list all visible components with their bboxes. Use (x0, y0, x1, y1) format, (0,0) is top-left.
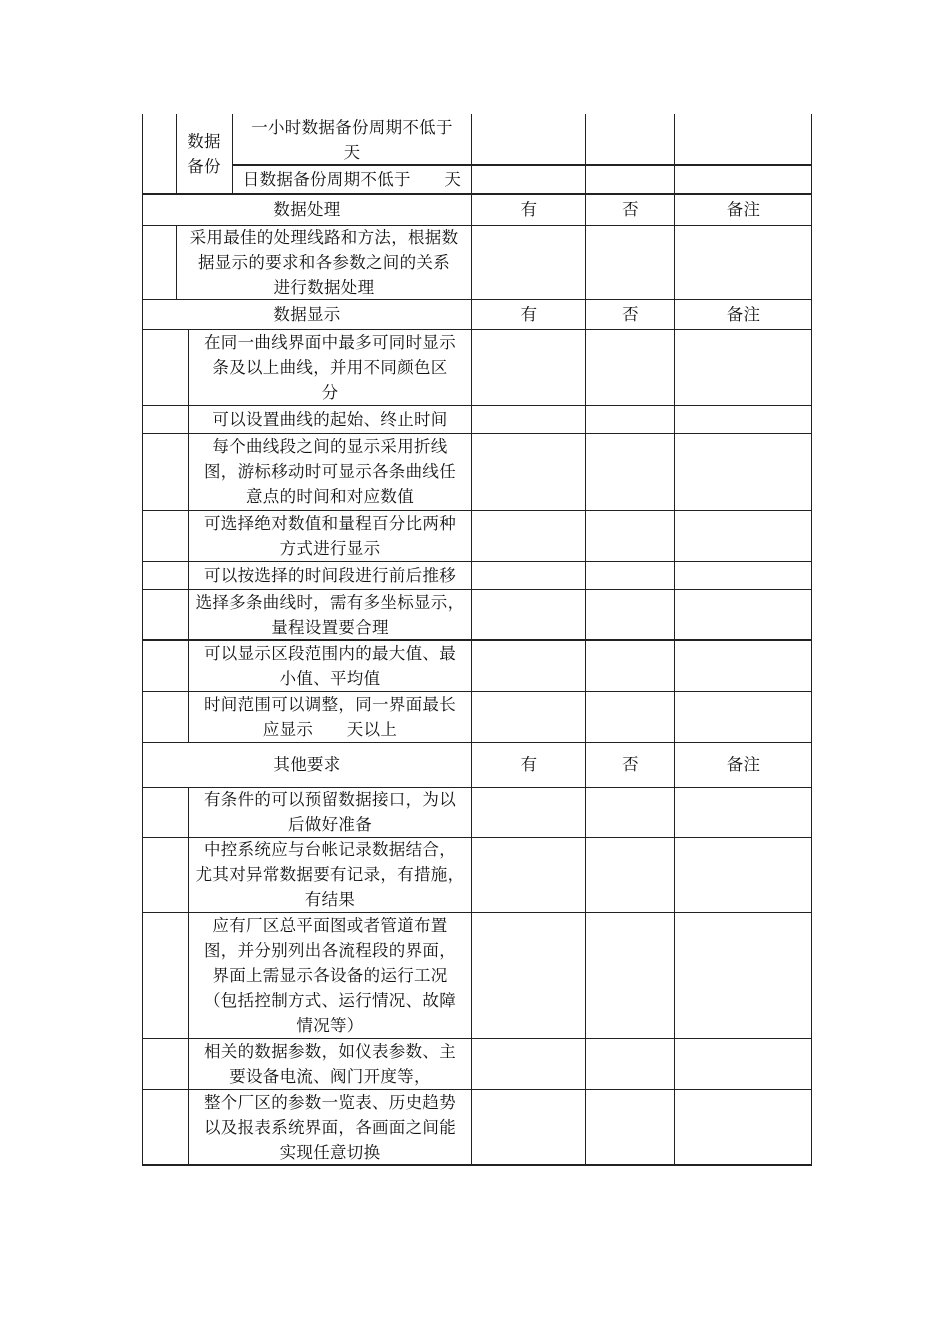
processing-yes-header: 有 (520, 200, 538, 219)
row-line (142, 405, 812, 406)
row-line (142, 639, 812, 641)
row-line (142, 193, 812, 195)
other-item-text: 中控系统应与台帐记录数据结合， 尤其对异常数据要有记录，有措施， 有结果 (195, 840, 465, 909)
display-item-text: 每个曲线段之间的显示采用折线 图，游标移动时可显示各条曲线任 意点的时间和对应数值 (204, 437, 456, 506)
table-bottom-border (142, 1164, 812, 1166)
backup-hourly-text: 一小时数据备份周期不低于 天 (251, 117, 453, 162)
col-line (176, 114, 177, 194)
row-line (142, 742, 812, 743)
display-item-text: 时间范围可以调整，同一界面最长 应显示 天以上 (204, 694, 456, 739)
other-title: 其他要求 (273, 755, 341, 774)
row-line (142, 225, 812, 226)
other-note-header: 备注 (726, 755, 761, 774)
display-yes-header: 有 (520, 304, 538, 324)
row-line (142, 329, 812, 330)
processing-title: 数据处理 (273, 200, 341, 219)
backup-label: 数据 备份 (187, 132, 221, 176)
col-line (585, 114, 586, 1165)
display-no-header: 否 (622, 304, 639, 324)
display-item-text: 可以显示区段范围内的最大值、最 小值、平均值 (204, 643, 456, 688)
table-right-border (811, 114, 812, 1165)
other-item-text: 应有厂区总平面图或者管道布置 图，并分别列出各流程段的界面， 界面上需显示各设备的运行工况 （包括控制方式、运行情况、故障 情况等） (204, 915, 456, 1035)
row-line (142, 510, 812, 511)
row-line (142, 1038, 812, 1039)
table-left-border (142, 114, 143, 1165)
display-item-text: 可以设置曲线的起始、终止时间 (212, 409, 448, 429)
processing-no-header: 否 (622, 200, 639, 219)
row-line (232, 164, 812, 166)
col-line (176, 225, 177, 299)
col-line (471, 114, 472, 1165)
other-item-text: 整个厂区的参数一览表、历史趋势 以及报表系统界面，各画面之间能 实现任意切换 (204, 1092, 456, 1162)
col-line (188, 329, 189, 742)
other-no-header: 否 (622, 755, 639, 774)
other-item-text: 相关的数据参数，如仪表参数、主 要设备电流、阀门开度等， (204, 1041, 456, 1086)
processing-item-text: 采用最佳的处理线路和方法，根据数 据显示的要求和各参数之间的关系 进行数据处理 (189, 227, 459, 297)
display-title: 数据显示 (273, 304, 341, 324)
other-yes-header: 有 (520, 755, 538, 774)
processing-note-header: 备注 (726, 200, 761, 219)
other-item-text: 有条件的可以预留数据接口，为以 后做好准备 (204, 790, 456, 834)
row-line (142, 433, 812, 434)
row-line (142, 589, 812, 590)
row-line (142, 837, 812, 838)
col-line (232, 114, 233, 194)
row-line (142, 1089, 812, 1090)
row-line (142, 691, 812, 692)
col-line (674, 114, 675, 1165)
row-line (142, 561, 812, 562)
row-line (142, 299, 812, 300)
display-item-text: 可选择绝对数值和量程百分比两种 方式进行显示 (204, 513, 456, 558)
display-item-text: 在同一曲线界面中最多可同时显示 条及以上曲线，并用不同颜色区 分 (204, 332, 456, 402)
backup-daily-text: 日数据备份周期不低于 天 (242, 170, 462, 189)
display-note-header: 备注 (726, 304, 761, 324)
row-line (142, 912, 812, 913)
display-item-text: 可以按选择的时间段进行前后推移 (204, 565, 456, 585)
row-line (142, 787, 812, 788)
col-line (188, 787, 189, 1165)
display-item-text: 选择多条曲线时，需有多坐标显示， 量程设置要合理 (195, 592, 465, 637)
